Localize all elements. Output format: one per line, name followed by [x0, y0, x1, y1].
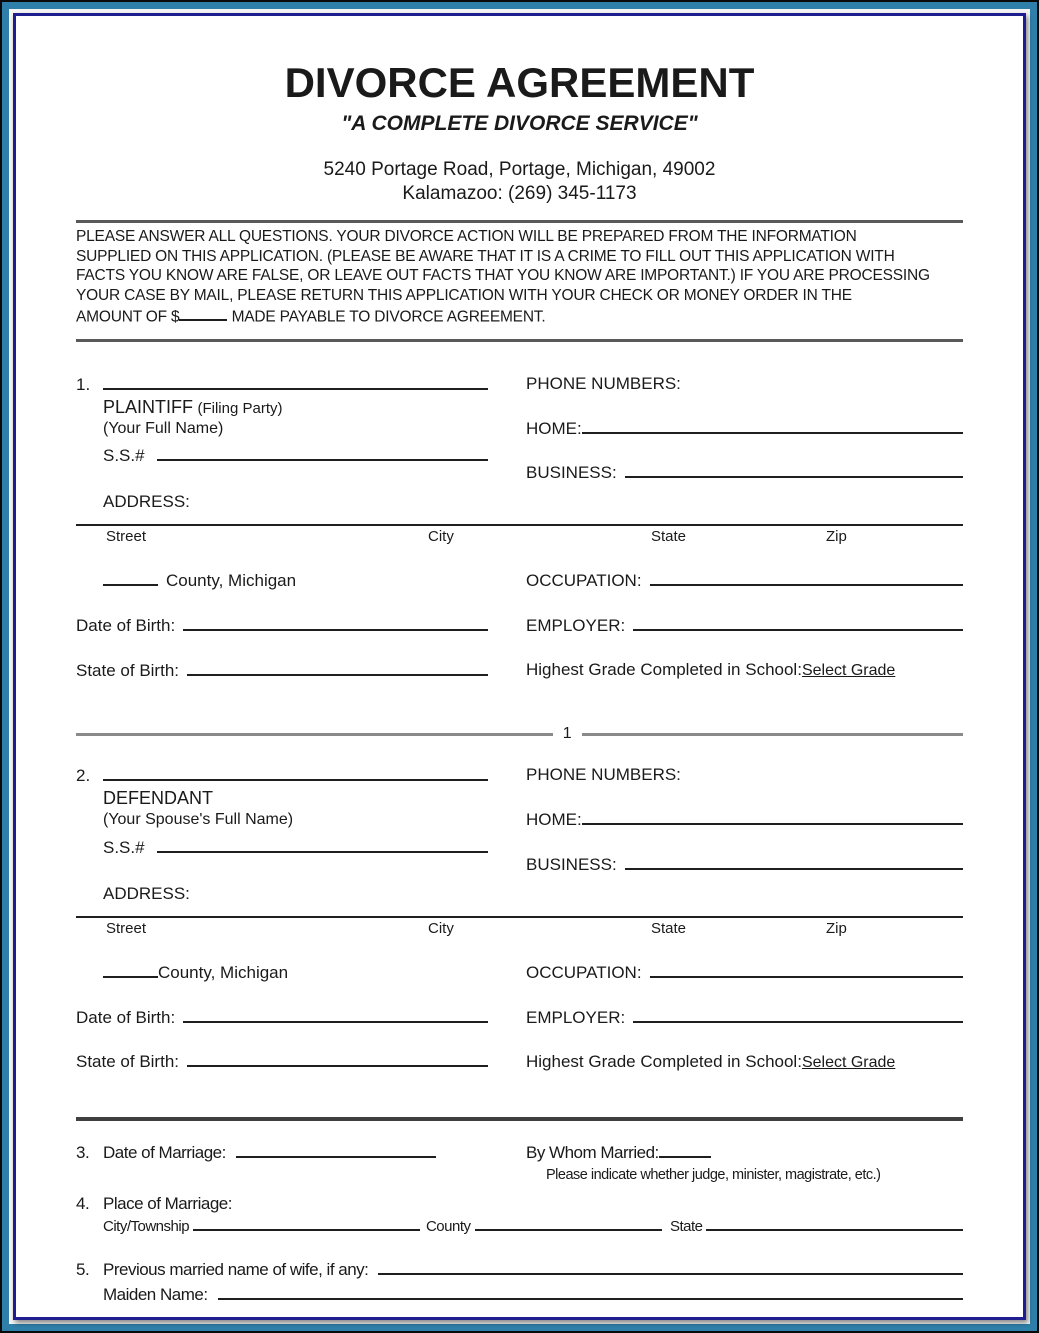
divider-rule-bottom-section — [76, 1117, 963, 1121]
by-whom-married-label: By Whom Married: — [526, 1143, 659, 1163]
section-defendant — [76, 763, 963, 1094]
item-previous-married-name — [76, 1257, 963, 1307]
instructions-line: YOUR CASE BY MAIL, PLEASE RETURN THIS APPLICATION WITH YOUR CHECK OR MONEY ORDER IN THE — [76, 286, 852, 304]
county-suffix-defendant: County, Michigan — [158, 962, 289, 982]
address-line-1: 5240 Portage Road, Portage, Michigan, 49002 — [323, 159, 716, 180]
dob-label-defendant: Date of Birth: — [76, 1007, 176, 1027]
occupation-label-defendant: OCCUPATION: — [526, 962, 642, 982]
item-date-of-marriage — [76, 1141, 963, 1186]
marriage-state-field[interactable] — [706, 1216, 963, 1232]
instructions-line: SUPPLIED ON THIS APPLICATION. (PLEASE BE AWARE THAT IT IS A CRIME TO FILL OUT THIS APPLICATION WITH — [76, 247, 895, 265]
divider-line-right — [582, 733, 963, 736]
maiden-name-label: Maiden Name: — [103, 1285, 208, 1305]
grade-label-plaintiff: Highest Grade Completed in School: — [526, 660, 802, 680]
plaintiff-label: PLAINTIFF — [103, 396, 194, 417]
city-township-field[interactable] — [193, 1216, 420, 1232]
item-number: 2. — [76, 765, 91, 785]
address-label-plaintiff: ADDRESS: — [103, 492, 190, 512]
instructions-line: PLEASE ANSWER ALL QUESTIONS. YOUR DIVORCE ACTION WILL BE PREPARED FROM THE INFORMATION — [76, 228, 857, 245]
item-number: 4. — [76, 1194, 90, 1214]
county-field-defendant[interactable] — [103, 960, 158, 978]
item-number: 3. — [76, 1143, 90, 1163]
previous-married-name-label: Previous married name of wife, if any: — [103, 1260, 369, 1280]
ssn-field-plaintiff[interactable] — [157, 444, 488, 462]
form-header — [76, 60, 963, 206]
plaintiff-name-hint: (Your Full Name) — [103, 419, 224, 437]
business-phone-label-plaintiff: BUSINESS: — [526, 463, 617, 483]
previous-married-name-field[interactable] — [378, 1257, 963, 1275]
dob-field-defendant[interactable] — [183, 1005, 488, 1023]
zip-caption: Zip — [826, 919, 847, 937]
employer-label-plaintiff: EMPLOYER: — [526, 616, 626, 636]
address-captions-plaintiff — [76, 526, 963, 548]
state-caption: State — [651, 528, 687, 546]
defendant-label: DEFENDANT — [103, 787, 214, 808]
maiden-name-field[interactable] — [218, 1282, 963, 1300]
state-caption: State — [651, 919, 687, 937]
by-whom-married-hint: Please indicate whether judge, minister, magistrate, etc.) — [546, 1167, 881, 1184]
divider-line-left — [76, 733, 553, 736]
home-phone-field-defendant[interactable] — [582, 807, 963, 825]
instructions-line — [76, 305, 963, 327]
instructions-text — [76, 227, 963, 327]
phone-numbers-header-defendant: PHONE NUMBERS: — [526, 765, 681, 785]
instructions-line: FACTS YOU KNOW ARE FALSE, OR LEAVE OUT FACTS THAT YOU KNOW ARE IMPORTANT.) IF YOU ARE PROCESSING — [76, 267, 930, 284]
grade-label-defendant: Highest Grade Completed in School: — [526, 1051, 802, 1071]
defendant-name-field[interactable] — [103, 763, 488, 781]
sob-label-defendant: State of Birth: — [76, 1052, 179, 1072]
divider-rule-top — [76, 220, 963, 223]
instructions-amount-post: MADE PAYABLE TO DIVORCE AGREEMENT. — [231, 308, 546, 326]
employer-label-defendant: EMPLOYER: — [526, 1007, 626, 1027]
section-plaintiff — [76, 372, 963, 703]
form-subtitle: "A COMPLETE DIVORCE SERVICE" — [341, 112, 698, 135]
business-phone-field-plaintiff[interactable] — [625, 461, 963, 479]
address-captions-defendant — [76, 918, 963, 940]
home-phone-label-defendant: HOME: — [526, 809, 582, 829]
defendant-label-row — [103, 788, 526, 809]
divorce-agreement-form — [16, 16, 1023, 1317]
phone-numbers-header-plaintiff: PHONE NUMBERS: — [526, 373, 681, 393]
occupation-field-plaintiff[interactable] — [650, 568, 963, 586]
page-number: 1 — [562, 725, 572, 743]
date-of-marriage-field[interactable] — [236, 1141, 436, 1159]
select-grade-dropdown-plaintiff[interactable]: Select Grade — [801, 662, 896, 680]
page-number-divider — [76, 725, 963, 743]
place-of-marriage-label: Place of Marriage: — [103, 1194, 232, 1214]
item-place-of-marriage — [76, 1193, 963, 1239]
page-frame-inner — [13, 13, 1026, 1320]
state-caption: State — [669, 1218, 703, 1236]
defendant-name-hint: (Your Spouse's Full Name) — [103, 810, 294, 828]
home-phone-field-plaintiff[interactable] — [582, 416, 963, 434]
date-of-marriage-label: Date of Marriage: — [103, 1143, 226, 1163]
ssn-label-plaintiff: S.S.# — [103, 446, 145, 466]
address-label-defendant: ADDRESS: — [103, 883, 190, 903]
city-township-caption: City/Township — [103, 1218, 190, 1236]
form-title: DIVORCE AGREEMENT — [284, 59, 755, 106]
select-grade-dropdown-defendant[interactable]: Select Grade — [801, 1053, 896, 1071]
plaintiff-name-field[interactable] — [103, 372, 488, 390]
dob-label-plaintiff: Date of Birth: — [76, 616, 176, 636]
marriage-county-field[interactable] — [475, 1216, 662, 1232]
business-phone-label-defendant: BUSINESS: — [526, 854, 617, 874]
county-field-plaintiff[interactable] — [103, 568, 158, 586]
sob-label-plaintiff: State of Birth: — [76, 660, 179, 680]
instructions-amount-pre: AMOUNT OF $ — [76, 308, 180, 326]
home-phone-label-plaintiff: HOME: — [526, 418, 582, 438]
item-number: 1. — [76, 374, 91, 394]
employer-field-plaintiff[interactable] — [633, 613, 963, 631]
occupation-field-defendant[interactable] — [650, 960, 963, 978]
occupation-label-plaintiff: OCCUPATION: — [526, 571, 642, 591]
city-caption: City — [428, 919, 454, 937]
divider-rule-instructions-bottom — [76, 339, 963, 342]
page-frame-gap — [9, 9, 1030, 1324]
county-suffix-plaintiff: County, Michigan — [166, 571, 297, 591]
item-number: 5. — [76, 1260, 90, 1280]
employer-field-defendant[interactable] — [633, 1005, 963, 1023]
county-caption: County — [425, 1218, 471, 1236]
street-caption: Street — [106, 528, 147, 546]
ssn-label-defendant: S.S.# — [103, 837, 145, 857]
plaintiff-sublabel: (Filing Party) — [197, 399, 283, 417]
sob-field-plaintiff[interactable] — [187, 658, 488, 676]
city-caption: City — [428, 528, 454, 546]
zip-caption: Zip — [826, 528, 847, 546]
ssn-field-defendant[interactable] — [157, 835, 488, 853]
by-whom-married-row — [526, 1141, 963, 1166]
by-whom-married-field[interactable] — [659, 1141, 711, 1159]
amount-blank-field[interactable] — [179, 305, 227, 321]
sob-field-defendant[interactable] — [187, 1050, 488, 1068]
street-caption: Street — [106, 919, 147, 937]
business-phone-field-defendant[interactable] — [625, 852, 963, 870]
address-line-2: Kalamazoo: (269) 345-1173 — [402, 183, 637, 204]
plaintiff-label-row — [103, 397, 526, 418]
dob-field-plaintiff[interactable] — [183, 613, 488, 631]
